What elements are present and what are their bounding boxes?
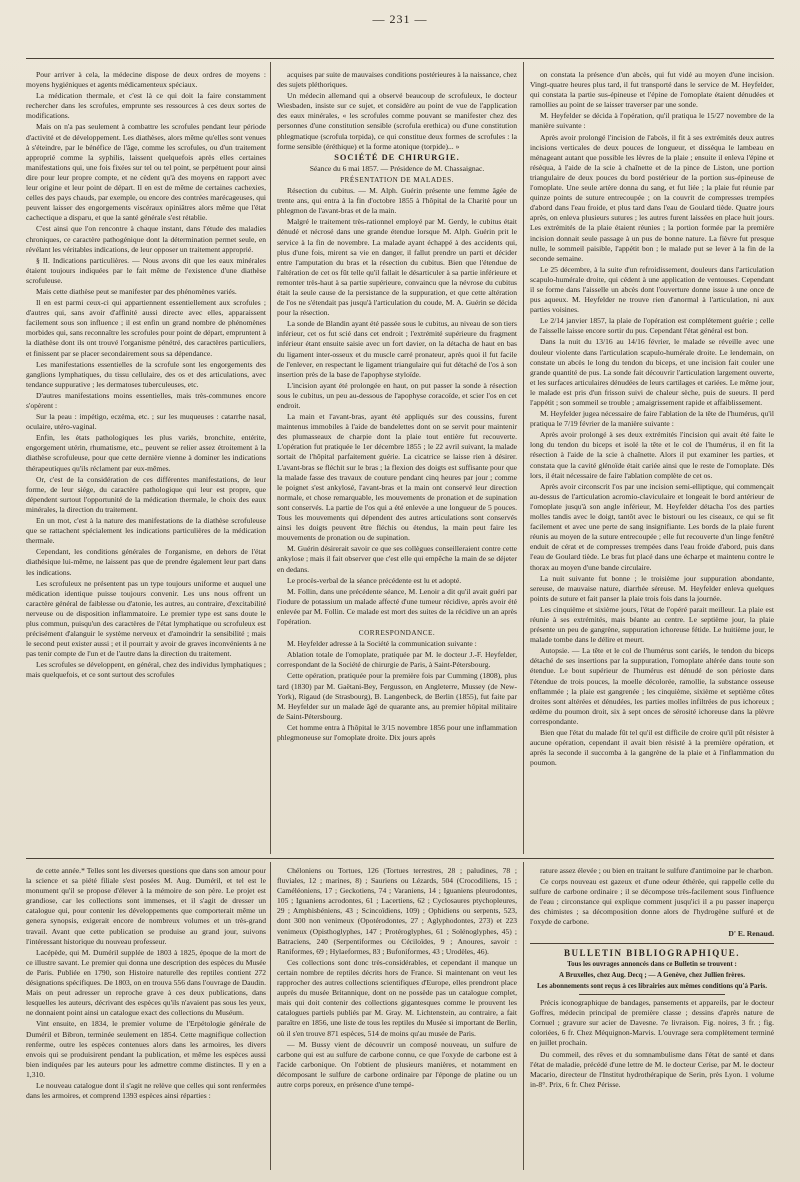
paragraph: Sur la peau : impétigo, eczéma, etc. ; sur les muqueuses : catarrhe nasal, oculaire, utéro-vaginal. <box>26 412 266 432</box>
paragraph: M. Follin, dans une précédente séance, M. Lenoir a dit qu'il avait guéri par l'iodure de potassium un malade affecté d'une tumeur récidive, après avoir été enlevée par M. Follin. Ce malade est mort des suites de la récidive un an après l'opération. <box>277 586 517 626</box>
column-divider-1 <box>270 62 271 854</box>
paragraph: D'autres manifestations moins essentielles, mais très-communes encore s'opèrent : <box>26 390 266 410</box>
paragraph: Résection du cubitus. — M. Alph. Guérin présente une femme âgée de trente ans, qui entra à la fin d'octobre 1855 à l'hôpital de la Charité pour un phlegmon de l'avant-bras et de la main. <box>277 186 517 216</box>
header-rule <box>26 58 774 59</box>
bottom-column-1 <box>26 866 266 1166</box>
bib-rule <box>530 943 774 944</box>
paragraph: Vint ensuite, en 1834, le premier volume de l'Erpétologie générale de Duméril et Bibron, terminée seulement en 1854. Cette magnifique collection renferme, outre les espèces contenues alors dans les armoires, les divers envois qui se produisirent pendant la publication, et même les espèces aussi bien indiquées par les auteurs pour les admettre comme distinctes. Il y en a 1,310. <box>26 1019 266 1079</box>
correspondence-title: CORRESPONDANCE. <box>358 629 436 638</box>
paragraph: Les manifestations essentielles de la scrofule sont les engorgements des ganglions lymphatiques, du tissu cellulaire, des os et des articulations, avec tendance suppurative ; les dermatoses tuberculeuses, etc. <box>26 359 266 389</box>
column-2 <box>277 70 517 850</box>
bib-note: Tous les ouvrages annoncés dans ce Bulletin se trouvent : <box>567 959 737 968</box>
paragraph: Le 2/14 janvier 1857, la plaie de l'opération est complétement guérie ; celle de l'aisselle laisse encore sortir du pus. Cependant l'état général est bon. <box>530 316 774 336</box>
bib-notes-rule <box>579 994 725 995</box>
page-number: — 231 — <box>372 12 428 26</box>
column-1 <box>26 70 266 850</box>
paragraph: Le nouveau catalogue dont il s'agit ne relève que celles qui sont renfermées dans les armoires, et comprend 1393 espèces ainsi réparties : <box>26 1080 266 1101</box>
paragraph: Cet homme entra à l'hôpital le 3/15 novembre 1856 pour une inflammation phlegmoneuse sur l'omoplate droite. Dix jours après <box>277 722 517 742</box>
paragraph: rature assez élevée ; ou bien en traitant le sulfure d'antimoine par le charbon. <box>540 866 773 875</box>
society-title: SOCIÉTÉ DE CHIRURGIE. <box>334 152 460 162</box>
paragraph: Bien que l'état du malade fût tel qu'il est difficile de croire qu'il pût résister à aucune opération, cependant il avait bien résisté à la première opération, et aprés la seconde il succomba à la gangrène de la plaie et à l'inflammation du poumon. <box>530 728 774 768</box>
paragraph: Après avoir circonscrit l'os par une incision semi-elliptique, qui commençait au-dessus de l'articulation acromio-claviculaire et longeait le bord antérieur de l'omoplate jusqu'à son angle inférieur, M. Heyfelder détacha l'os des parties molles tandis avec le doigt, tantôt avec le bistouri ou les ciseaux, ce qui se fit facilement et avec une perte de sang insignifiante. Les bords de la plaie furent réunis au moyen de la suture entrecoupée ; elle fut recouverte d'un linge fenêtré enduit de cérat et de compresses trempées dans l'eau froide d'abord, puis dans l'eau de Goulard tiède. Le bras fut placé dans une écharpe et maintenu contre le thorax au moyen d'une bande circulaire. <box>530 481 774 572</box>
session-line: Séance du 6 mai 1857. — Présidence de M. Chassaignac. <box>309 163 485 173</box>
paragraph: Après avoir prolongé à ses deux extrémités l'incision qui avait été faite le long du tendon du biceps et isolé la tête et le col de l'humérus, il en fit la résection à l'aide de la scie à chaînette. Alors il put examiner les parties, et constata que la cavité glénoïde était cariée ainsi que le reste de l'omoplate. Dès lors, il était nécessaire de faire l'ablation complète de cet os. <box>530 430 774 480</box>
paragraph: Chéloniens ou Tortues, 126 (Tortues terrestres, 28 ; paludines, 78 ; fluviales, 12 ; marines, 8) ; Sauriens ou Lézards, 504 (Crocodiliens, 15 ; Caméléoniens, 17 ; Geckotiens, 74 ; Varaniens, 14 ; Iguaniens pleurodontes, 105 ; Iguaniens acrodontes, 61 ; Lacertiens, 62 ; Cyclosaures ptychopleures, 29 ; Amphisbéniens, 43 ; Scincoïdiens, 109) ; Ophidiens ou serpents, 523, dont 300 non venimeux (Opotérodontes, 27 ; Aglyphodontes, 273) et 223 venimeux (Opisthoglyphes, 147 ; Protéroglyphes, 61 ; Solénoglyphes, 45) ; Batraciens, 240 (Serpentiformes ou Céciloïdes, 9 ; Anoures, savoir : Raniformes, 69 ; Hylaeformes, 83 ; Bufoniformes, 43 ; Urodèles, 46). <box>277 866 517 956</box>
bottom-divider-1 <box>270 862 271 1170</box>
bottom-column-3 <box>530 866 774 1166</box>
bib-note: Les abonnements sont reçus à ces librairies aux mêmes conditions qu'à Paris. <box>536 981 768 990</box>
paragraph: L'incision ayant été prolongée en haut, on put passer la sonde à résection sous le cubitus, un peu au-dessous de l'apophyse coracoïde, et scier l'os en cet endroit. <box>277 380 517 410</box>
paragraph: acquises par suite de mauvaises conditions postérieures à la naissance, chez des sujets pléthoriques. <box>277 70 517 90</box>
paragraph: C'est ainsi que l'on rencontre à chaque instant, dans l'étude des maladies chroniques, ce caractère pathogénique dont la détermination permet seule, en révélant les véritables indications, de leur opposer un traitement approprié. <box>26 224 266 254</box>
bib-note: A Bruxelles, chez Aug. Decq ; — A Genève, chez Jullien frères. <box>559 970 745 979</box>
paragraph: de cette année.* Telles sont les diverses questions que dans son amour pour la science et sa piété filiale s'est posées M. Aug. Duméril, et tel est le monument qu'il se propose d'élever à la mémoire de son père. Le projet est grandiose, car les collections sont immenses, et il s'agit de dresser un catalogue qui, pour contenir les développements que comporterait même un genera synopsis, exigerait encore de nombreux volumes et un très-grand travail. Avant que cette publication se produise au grand jour, suivons l'intéressant historique du nouveau professeur. <box>26 866 266 946</box>
paragraph: Ces collections sont donc très-considérables, et cependant il manque un certain nombre de reptiles décrits hors de France. Si maintenant on veut les rapprocher des autres collections scientifiques d'Europe, elles prendront place auprès du musée Britannique, dont on ne possède pas un catalogue complet, mais qui doit contenir des collections gigantesques comme le prouvent les catalogues partiels publiés par M. Gray. M. Lichtenstein, au contraire, a fait paraître en 1856, une liste de tous les reptiles du Musée si important de Berlin, où il s'en trouve 871 espèces, 514 de moins qu'au musée de Paris. <box>277 957 517 1038</box>
paragraph: M. Heyfelder se décida à l'opération, qu'il pratiqua le 15/27 novembre de la manière suivante : <box>530 111 774 131</box>
bib-entry-paragraph: Précis iconographique de bandages, pansements et appareils, par le docteur Goffres, médecin principal de première classe ; dessins d'après nature de Cornuel ; gravure sur acier de Davesne. 7e livraison. Fig. noires, 3 fr. ; fig. coloriées, 6 fr. Chez Méquignon-Marvis. L'ouvrage sera complètement terminé en juillet prochain. <box>530 998 774 1048</box>
paragraph: Mais on n'a pas seulement à combattre les scrofules pendant leur période d'activité et de développement. Les diathèses, alors même qu'elles sont venues à s'éteindre, par le bénéfice de l'âge, comme les scrofules, ou d'un traitement approprié comme la syphilis, laissent quelquefois après elles certaines manifestations qui, une fois fixées sur tel ou tel point, se perpétuent pour ainsi dire pour leur propre compte, et ne cèdent qu'à des moyens en rapport avec leur origine et leur point de départ. Il en est de même de certaines cachexies, celles des pays chauds, par exemple, ou encore des contrées marécageuses, qui peuvent laisser des engorgements viscéraux opiniâtres alors même que l'état cachectique a disparu, et que la santé générale s'est rétablie. <box>26 122 266 223</box>
bottom-divider-2 <box>523 862 524 1170</box>
bottom-column-2 <box>277 866 517 1166</box>
paragraph: Ablation totale de l'omoplate, pratiquée par M. le docteur J.-F. Heyfelder, correspondant de la Société de chirurgie de Paris, à Saint-Pétersbourg. <box>277 650 517 670</box>
paragraph: M. Guérin désirerait savoir ce que ses collègues conseilleraient contre cette ankylose ; mais il fait observer que c'est elle qui empêche la main de se déjeter en dedans. <box>277 544 517 574</box>
paragraph: § II. Indications particulières. — Nous avons dit que les eaux minérales étaient toujours indiquées par le fait même de l'existence d'une diathèse scrofuleuse. <box>26 255 266 285</box>
paragraph: La nuit suivante fut bonne ; le troisième jour suppuration abondante, sereuse, de mauvaise nature, diarrhée séreuse. M. Heyfelder enleva quelques points de suture et fait panser la plaie trois fois dans la journée. <box>530 573 774 603</box>
paragraph: Lacépède, qui M. Duméril supplée de 1803 à 1825, époque de la mort de ce illustre savant. Le premier qui donna une description des espèces du Musée de Paris. Publiée en 1790, son Histoire naturelle des reptiles contient 272 désignations spécifiques. De 1803, on en trouva 556 dans l'ouvrage de Daudin. Mais on peut adresser un reproche grave à ces deux publications, dans lesquelles les auteurs, décrivant des espèces qu'ils n'avaient pas sous les yeux, ne donnaient point ainsi un catalogue exact des collections du Muséum. <box>26 947 266 1018</box>
paragraph: M. Heyfelder adresse à la Société la communication suivante : <box>287 639 477 649</box>
bib-entry-paragraph: Du commeil, des rêves et du somnambulisme dans l'état de santé et dans l'état de maladie, précédé d'une lettre de M. le docteur Cerise, par M. le docteur Macario, directeur de l'Institut hydrothérapique de Serin, près Lyon. 1 volume in-8°. Prix, 6 fr. Chez Périsse. <box>530 1049 774 1089</box>
paragraph: Dans la nuit du 13/16 au 14/16 février, le malade se réveille avec une douleur violente dans l'articulation scapulo-humérale droite. Le lendemain, on constate un abcès le long du tendon du biceps, et une incision fait couler une grande quantité de pus. La sonde fait découvrir l'articulation largement ouverte, et les surfaces articulaires dénudées de leurs cartilages et cariées. Le même jour, le malade est pris d'un frisson suivi de chaleur sèche, puis de sueurs. Il perd l'appétit ; son sommeil se trouble ; amaigrissement rapide et affaiblissement. <box>530 337 774 407</box>
paragraph: Autopsie. — La tête et le col de l'humérus sont cariés, le tendon du biceps détaché de ses insertions par la suppuration, l'omoplate altérée dans toute son étendue. Le bout supérieur de l'humérus est dénudé de son périoste dans l'étendue de trois pouces, la moelle décolorée, ramollie, la substance osseuse enflammée ; la plaie est gangrenée ; les cinquième, sixième et septième côtes droites sont altérées et dénudées, les parties molles infiltrées de pus ichoreux ; œdème du poumon droit, six à sept onces de sérosité ichoreuse dans la plèvre correspondante. <box>530 646 774 726</box>
paragraph: Le procès-verbal de la séance précédente est lu et adopté. <box>287 575 462 585</box>
paragraph: La médication thermale, et c'est là ce qui doit la faire constamment rechercher dans les scrofules, emprunte ses ressources à ces deux sortes de modifications. <box>26 91 266 121</box>
section-rule <box>26 858 774 859</box>
paragraph: on constata la présence d'un abcès, qui fut vidé au moyen d'une incision. Vingt-quatre heures plus tard, il fut transporté dans le service de M. Heyfelder, qui constata la partie sus-épineuse et l'épine de l'omoplate étaient dénudées et ramollies au point de se laisser traverser par une sonde. <box>530 70 774 110</box>
column-3 <box>530 70 774 850</box>
paragraph: Enfin, les états pathologiques les plus variés, bronchite, entérite, engorgement utérin, rhumatisme, etc., peuvent se relier assez étroitement à la diathèse scrofuleuse, pour que cette dernière vienne à dominer les indications thérapeutiques qu'ils réclament par eux-mêmes. <box>26 433 266 473</box>
paragraph: Cette opération, pratiquée pour la première fois par Cumming (1808), plus tard (1830) par M. Gaëtani-Bey, Fergusson, en Angleterre, Mussey (de New-York), Rigaud (de Strasbourg), B. Langenbeck, de Berlin (1855), fut faite par M. Heyfelder sur un malade âgé de quarante ans, au premier hôpital militaire de Saint-Pétersbourg. <box>277 671 517 721</box>
paragraph: Mais cette diathèse peut se manifester par des phénomènes variés. <box>36 286 237 296</box>
bibliography-title: BULLETIN BIBLIOGRAPHIQUE. <box>563 947 741 958</box>
paragraph: La sonde de Blandin ayant été passée sous le cubitus, au niveau de son tiers inférieur, cet os fut scié dans cet endroit ; l'extrémité supérieure du fragment inférieur étant ensuite saisie avec un fort davier, on la détacha de haut en bas du ligament inter-osseux et du muscle carré pronateur, après quoi il fut facile de l'enlever, en respectant le ligament triangulaire qui fut détaché de l'os à son insertion près de la base de l'apophyse styloïde. <box>277 319 517 379</box>
paragraph: Les cinquième et sixième jours, l'état de l'opéré parait meilleur. La plaie est réunie à ses extrémités, mais béante au centre. Le septième jour, la plaie présente un peu de gangrène, suppuration ichoreuse fétide. Le huitième jour, le malade tombe dans le délire et meurt. <box>530 604 774 645</box>
column-divider-2 <box>523 62 524 854</box>
paragraph: Pour arriver à cela, la médecine dispose de deux ordres de moyens : moyens hygiéniques et agents médicamenteux spéciaux. <box>26 70 266 90</box>
paragraph: Or, c'est de la considération de ces différentes manifestations, de leur forme, de leur siége, du caractère pathologique qui leur est propre, que dépendent surtout l'opportunité de la médication thermale, le choix des eaux minérales, la direction du traitement. <box>26 474 266 514</box>
paragraph: Le 25 décembre, à la suite d'un refroidissement, douleurs dans l'articulation scapulo-humérale droite, qui cédent à une application de ventouses. Cependant il se forme dans l'aisselle un abcès dont l'ouverture donne issue à une once de pus aqueux. M. Heyfelder ne trouve rien d'anormal à l'articulation, ni aux parties voisines. <box>530 264 774 315</box>
paragraph: Il en est parmi ceux-ci qui appartiennent essentiellement aux scrofules ; d'autres qui, sans avoir d'affinité aussi directe avec elles, apparaissent facilement sous son influence ; il est enfin un grand nombre de phénomènes morbides qui, sans reconnaître les scrofules pour point de départ, empruntent à la diathèse dont ils ont trouvé l'organisme pénétré, des caractères particuliers, et finissent par se placer secondairement sous sa dépendance. <box>26 298 266 358</box>
signature: D' E. Renaud. <box>728 928 774 938</box>
paragraph: Un médecin allemand qui a observé beaucoup de scrofuleux, le docteur Wiesbaden, insiste sur ce sujet, et considère au point de vue de l'application des eaux minérales, « les scrofules comme pouvant se manifester chez des personnes d'une constitution sensible (scrofula erethica) ou d'une constitution phlegmatique (scrofula torpida), ce qui constitue deux formes de scrofules : la forme sensible (éréthique) et la forme atonique (torpide)... » <box>277 91 517 151</box>
paragraph: Ce corps nouveau est gazeux et d'une odeur éthérée, qui rappelle celle du sulfure de carbone ordinaire ; il se décompose très-facilement sous l'influence de l'eau ; circonstance qui explique comment jusqu'ici il a pu passer inaperçu des chimistes ; sa décomposition donne alors de l'hydrogène sulfuré et de l'oxyde de carbone. <box>530 877 774 927</box>
paragraph: M. Heyfelder jugea nécessaire de faire l'ablation de la tête de l'humérus, qu'il pratiqua le 7/19 février de la manière suivante : <box>530 409 774 429</box>
paragraph: Les scrofules se développent, en général, chez des individus lymphatiques ; mais quelquefois, et ce sont surtout des scrofules <box>26 660 266 680</box>
paragraph: Malgré le traitement très-rationnel employé par M. Gerdy, le cubitus était dénudé et nécrosé dans une grande étendue lorsque M. Alph. Guérin prit le service à la fin de novembre. La malade ayant échappé à des accidents qui, plus d'une fois, mirent sa vie en danger, il fallut prendre un parti et décider entre l'amputation du bras et la résection du cubitus. Bien que l'étendue de l'altération de cet os fût telle qu'il fallait le désarticuler à sa partie inférieure et remonter très-haut à sa partie supérieure, convaincu que la névrose du cubitus était la seule cause de la persistance de la suppuration, et que cette altération de l'os ne s'étendait pas jusqu'à l'articulation du coude, M. A. Guérin se décida pour la résection. <box>277 217 517 318</box>
paragraph: En un mot, c'est à la nature des manifestations de la diathèse scrofuleuse que se rattachent spécialement les indications particulières de la médication thermale. <box>26 516 266 546</box>
paragraph: Les scrofuleux ne présentent pas un type toujours uniforme et auquel une médication identique puisse toujours convenir. Les uns nous offrent un caractère général de faiblesse ou d'atonie, les autres, au contraire, d'excitabilité nerveuse ou de disposition inflammatoire. Le premier type est sans doute le plus commun, puisqu'un des caractères de l'état lymphatique ou scrofuleux est précisément d'alanguir le système nerveux et d'amoindrir la sensibilité ; mais le second peut exister aussi ; et il pourrait y avoir de graves inconvénients à ne pas tenir compte de l'un et de l'autre dans la direction du traitement. <box>26 578 266 659</box>
paragraph: — M. Bussy vient de découvrir un composé nouveau, un sulfure de carbone qui est au sulfure de carbone connu, ce que l'oxyde de carbone est à l'acide carbonique. On l'obtient de plusieurs manières, et notamment en décomposant le sulfure de carbone ordinaire par l'éponge de platine ou un autre corps poreux, en présence d'une tempé- <box>277 1039 517 1089</box>
paragraph: La main et l'avant-bras, ayant été appliqués sur des coussins, furent maintenus immobiles à l'aide de bandelettes dont on se servit pour maintenir des plumasseaux de charpie dont la plaie tout entière fut recouverte. L'opération fut pratiquée le 1er décembre 1855 ; le 22 avril suivant, la malade sortait de l'hôpital parfaitement guérie. La cicatrice se laisse rien à désirer. L'avant-bras se fléchit sur le bras ; la flexion des doigts est suffisante pour que la malade fasse des travaux de couture pendant cinq heures par jour ; comme le poignet s'est ankylosé, l'avant-bras et la main ont conservé leur direction normale, et chose remarquable, les mouvements de pronation et de supination sont conservés. La partie de l'os qui a été enlevée a une longueur de 5 pouces. Tous les mouvements qui dépendent des autres articulations sont conservés ainsi les doigts peuvent être fléchis ou étendus, la main peut faire les mouvements de pronation ou de supination. <box>277 412 517 543</box>
paragraph: Cependant, les conditions générales de l'organisme, en dehors de l'état diathésique lui-même, ne laissent pas que de prendre également leur part dans les indications. <box>26 547 266 577</box>
presentation-title: PRÉSENTATION DE MALADES. <box>340 175 454 184</box>
paragraph: Après avoir prolongé l'incision de l'abcès, il fit à ses extrémités deux autres incisions verticales de deux pouces de longueur, et disséqua le lambeau en ménageant autant que possible les lèvres de la plaie ; ensuite il enleva l'épine et résèqua, à l'aide de la scie à chaînette et de la pince de Liston, une portion triangulaire de deux pouces du bord postérieur de la portion sus-épineuse de l'omoplate. Une seule artère donna du sang, et fut liée ; la plaie fut réunie par quinze points de suture entrecoupée ; on la couvrit de compresses trempées d'abord dans l'eau froide, et plus tard dans l'eau de Goulard tiède. Quatre jours après, on enleva plusieurs sutures ; les autres furent laissées en place huit jours. Les extrémités de la plaie étaient réunies ; la portion formée par la première incision donnait seule passage à un pus de bonne nature. La fièvre fut presque nulle, le sommeil paisible, l'appétit bon ; le malade put se lever à la fin de la seconde semaine. <box>530 132 774 263</box>
